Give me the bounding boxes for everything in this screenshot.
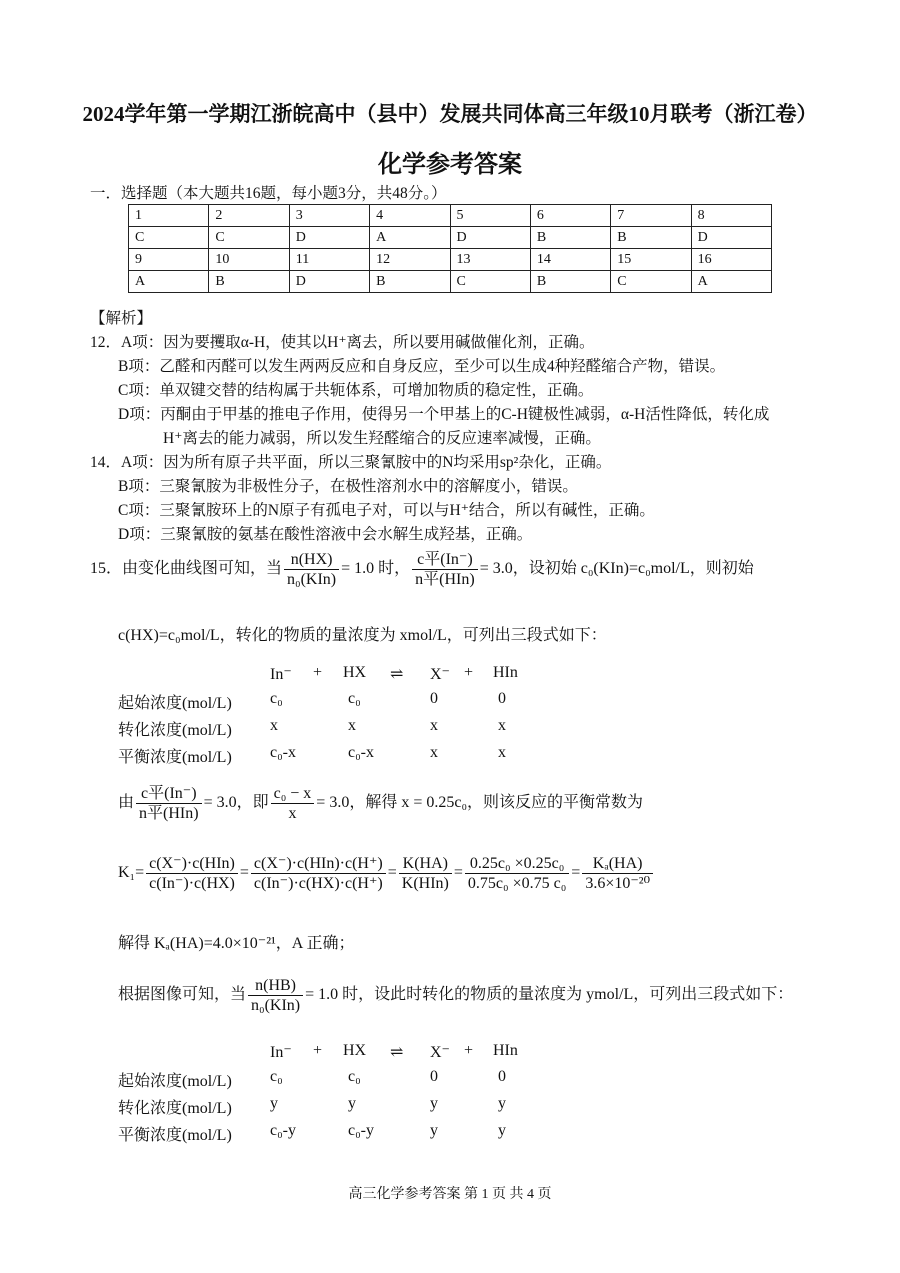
- row-value: x: [348, 717, 356, 734]
- fraction-num: c(X⁻)·c(HIn): [146, 854, 238, 874]
- equation-term: +: [464, 664, 474, 681]
- row-value: x: [498, 744, 506, 761]
- row-value: y: [348, 1095, 356, 1112]
- k1-label: K₁=: [118, 864, 145, 882]
- row-value: c₀-x: [348, 744, 375, 761]
- q14-line: 14．A项：因为所有原子共平面，所以三聚氰胺中的N均采用sp²杂化，正确。: [90, 454, 612, 471]
- answer-cell: 5: [450, 205, 530, 227]
- equals: =: [239, 864, 249, 882]
- answer-cell: B: [370, 271, 450, 293]
- row-value: c₀: [348, 690, 361, 707]
- fraction: [146, 854, 238, 893]
- fraction-num: Kₐ(HA): [582, 854, 653, 874]
- answer-table-row: [129, 249, 772, 271]
- answer-cell: 16: [691, 249, 771, 271]
- row-value: c₀: [348, 1068, 361, 1085]
- row-value: 0: [430, 1068, 438, 1085]
- fraction-den: 3.6×10⁻²⁰: [585, 875, 650, 892]
- row-value: c₀-y: [348, 1122, 375, 1139]
- answer-cell: 15: [611, 249, 691, 271]
- equation-term: +: [464, 1042, 474, 1059]
- row-label: 转化浓度(mol/L): [118, 1100, 232, 1117]
- answer-cell: 6: [530, 205, 610, 227]
- answer-cell: D: [289, 227, 369, 249]
- answer-cell: 1: [129, 205, 209, 227]
- analysis-heading: 【解析】: [90, 310, 153, 327]
- fraction: [412, 550, 478, 589]
- answer-cell: 14: [530, 249, 610, 271]
- row-value: c₀-y: [270, 1122, 297, 1139]
- q14-line: D项：三聚氰胺的氨基在酸性溶液中会水解生成羟基，正确。: [118, 526, 533, 543]
- fraction-num: 0.25c₀ ×0.25c₀: [465, 854, 569, 874]
- fraction-den: n平(HIn): [415, 571, 475, 588]
- equation-term: +: [313, 664, 323, 681]
- row-value: y: [498, 1122, 506, 1139]
- equals: =: [571, 864, 581, 882]
- q15-solve: 解得 Kₐ(HA)=4.0×10⁻²¹，A 正确；: [118, 935, 355, 952]
- k1-equation: [118, 854, 655, 893]
- fraction: [271, 784, 315, 823]
- row-value: y: [498, 1095, 506, 1112]
- answer-cell: D: [691, 227, 771, 249]
- fraction-num: n(HB): [248, 976, 303, 996]
- q15-intro: [90, 550, 754, 589]
- answer-cell: B: [209, 271, 289, 293]
- equals: =: [453, 864, 463, 882]
- row-label: 转化浓度(mol/L): [118, 722, 232, 739]
- q12-line: H⁺离去的能力减弱，所以发生羟醛缩合的反应速率减慢，正确。: [163, 430, 601, 447]
- row-value: 0: [430, 690, 438, 707]
- fraction-num: c(X⁻)·c(HIn)·c(H⁺): [251, 854, 386, 874]
- q12-line: C项：单双键交替的结构属于共轭体系，可增加物质的稳定性，正确。: [118, 382, 594, 399]
- equation-term: X⁻: [430, 1044, 450, 1061]
- fraction-den: K(HIn): [401, 875, 449, 892]
- equation-term: X⁻: [430, 666, 450, 683]
- row-value: 0: [498, 1068, 506, 1085]
- row-value: c₀: [270, 690, 283, 707]
- row-value: x: [498, 717, 506, 734]
- fraction: [465, 854, 569, 893]
- row-value: y: [270, 1095, 278, 1112]
- answer-cell: B: [530, 271, 610, 293]
- answer-cell: 9: [129, 249, 209, 271]
- answer-cell: 10: [209, 249, 289, 271]
- answer-table: [128, 204, 772, 293]
- fraction-num: c平(In⁻): [136, 784, 202, 804]
- fraction: [136, 784, 202, 823]
- row-label: 平衡浓度(mol/L): [118, 1127, 232, 1144]
- row-label: 平衡浓度(mol/L): [118, 749, 232, 766]
- answer-cell: D: [289, 271, 369, 293]
- fraction-num: n(HX): [284, 550, 339, 570]
- answer-cell: D: [450, 227, 530, 249]
- equation-term: HIn: [493, 1042, 518, 1059]
- row-value: c₀-x: [270, 744, 297, 761]
- answer-cell: 3: [289, 205, 369, 227]
- fraction-den: c(In⁻)·c(HX)·c(H⁺): [253, 875, 383, 892]
- section-heading: 一．选择题（本大题共16题，每小题3分，共48分。）: [90, 185, 447, 202]
- q12-line: B项：乙醛和丙醛可以发生两两反应和自身反应，至少可以生成4种羟醛缩合产物，错误。: [118, 358, 726, 375]
- row-label: 起始浓度(mol/L): [118, 695, 232, 712]
- answer-cell: 4: [370, 205, 450, 227]
- equation-term: HIn: [493, 664, 518, 681]
- q12-line: D项：丙酮由于甲基的推电子作用，使得另一个甲基上的C-H键极性减弱，α-H活性降低，转化成: [118, 406, 770, 423]
- answer-cell: 11: [289, 249, 369, 271]
- q15-derivation: [118, 784, 643, 823]
- equation-term: HX: [343, 1042, 367, 1059]
- answer-cell: A: [129, 271, 209, 293]
- fraction-den: n₀(KIn): [287, 571, 337, 588]
- answer-cell: 2: [209, 205, 289, 227]
- q15-text: 由: [118, 794, 135, 812]
- row-value: x: [430, 717, 438, 734]
- answer-table-row: [129, 205, 772, 227]
- equation-row: [118, 1068, 538, 1095]
- q14-line: B项：三聚氰胺为非极性分子，在极性溶剂水中的溶解度小，错误。: [118, 478, 578, 495]
- equation-row: [118, 690, 538, 717]
- answer-cell: A: [370, 227, 450, 249]
- fraction: [284, 550, 339, 589]
- q15-text: = 1.0 时，: [341, 560, 411, 578]
- row-value: x: [430, 744, 438, 761]
- equation-row: [118, 717, 538, 744]
- fraction-num: c平(In⁻): [412, 550, 478, 570]
- fraction-num: c₀ − x: [271, 784, 315, 804]
- equation-term: HX: [343, 664, 367, 681]
- answer-table-row: [129, 227, 772, 249]
- fraction-den: 0.75c₀ ×0.75 c₀: [467, 875, 567, 892]
- fraction: [582, 854, 653, 893]
- answer-cell: 12: [370, 249, 450, 271]
- row-value: y: [430, 1095, 438, 1112]
- q15-text: = 3.0，解得 x = 0.25c₀，则该反应的平衡常数为: [316, 794, 644, 812]
- fraction: [399, 854, 452, 893]
- row-value: c₀: [270, 1068, 283, 1085]
- fraction: [248, 976, 303, 1015]
- q12-line: 12．A项：因为要攫取α-H，使其以H⁺离去，所以要用碱做催化剂，正确。: [90, 334, 595, 351]
- answer-cell: A: [691, 271, 771, 293]
- equation-term: +: [313, 1042, 323, 1059]
- fraction-num: K(HA): [399, 854, 452, 874]
- answer-cell: 8: [691, 205, 771, 227]
- equation-block-1: [118, 664, 538, 771]
- fraction-den: n平(HIn): [139, 805, 199, 822]
- answer-cell: 7: [611, 205, 691, 227]
- row-value: y: [430, 1122, 438, 1139]
- q15-text: = 1.0 时，设此时转化的物质的量浓度为 ymol/L，可列出三段式如下：: [305, 986, 794, 1004]
- equation-term: In⁻: [270, 1044, 292, 1061]
- document-title: 2024学年第一学期江浙皖高中（县中）发展共同体高三年级10月联考（浙江卷）: [82, 102, 818, 126]
- equation-term: In⁻: [270, 666, 292, 683]
- answer-cell: 13: [450, 249, 530, 271]
- q15-text: 15．由变化曲线图可知，当: [90, 560, 283, 578]
- answer-cell: C: [450, 271, 530, 293]
- answer-cell: C: [129, 227, 209, 249]
- q15-text: 根据图像可知，当: [118, 986, 247, 1004]
- answer-cell: C: [209, 227, 289, 249]
- q15-line2: c(HX)=c₀mol/L，转化的物质的量浓度为 xmol/L，可列出三段式如下：: [118, 627, 607, 644]
- answer-cell: C: [611, 271, 691, 293]
- equation-term: ⇌: [390, 666, 404, 683]
- equation-term: ⇌: [390, 1044, 404, 1061]
- q14-line: C项：三聚氰胺环上的N原子有孤电子对，可以与H⁺结合，所以有碱性，正确。: [118, 502, 655, 519]
- fraction-den: x: [288, 805, 297, 822]
- fraction: [251, 854, 386, 893]
- answer-cell: B: [530, 227, 610, 249]
- equation-row: [118, 1095, 538, 1122]
- equation-row: [118, 744, 538, 771]
- row-label: 起始浓度(mol/L): [118, 1073, 232, 1090]
- q15-text: = 3.0，即: [203, 794, 269, 812]
- equals: =: [387, 864, 397, 882]
- fraction-den: c(In⁻)·c(HX): [149, 875, 235, 892]
- answer-cell: B: [611, 227, 691, 249]
- q15-text: = 3.0，设初始 c₀(KIn)=c₀mol/L，则初始: [479, 560, 754, 578]
- q15-hb: [118, 976, 793, 1015]
- row-value: 0: [498, 690, 506, 707]
- page-footer: 高三化学参考答案 第 1 页 共 4 页: [348, 1187, 552, 1202]
- document-subtitle: 化学参考答案: [378, 152, 522, 178]
- fraction-den: n₀(KIn): [251, 997, 301, 1014]
- row-value: x: [270, 717, 278, 734]
- equation-row: [118, 1122, 538, 1149]
- answer-table-row: [129, 271, 772, 293]
- equation-block-2: [118, 1042, 538, 1149]
